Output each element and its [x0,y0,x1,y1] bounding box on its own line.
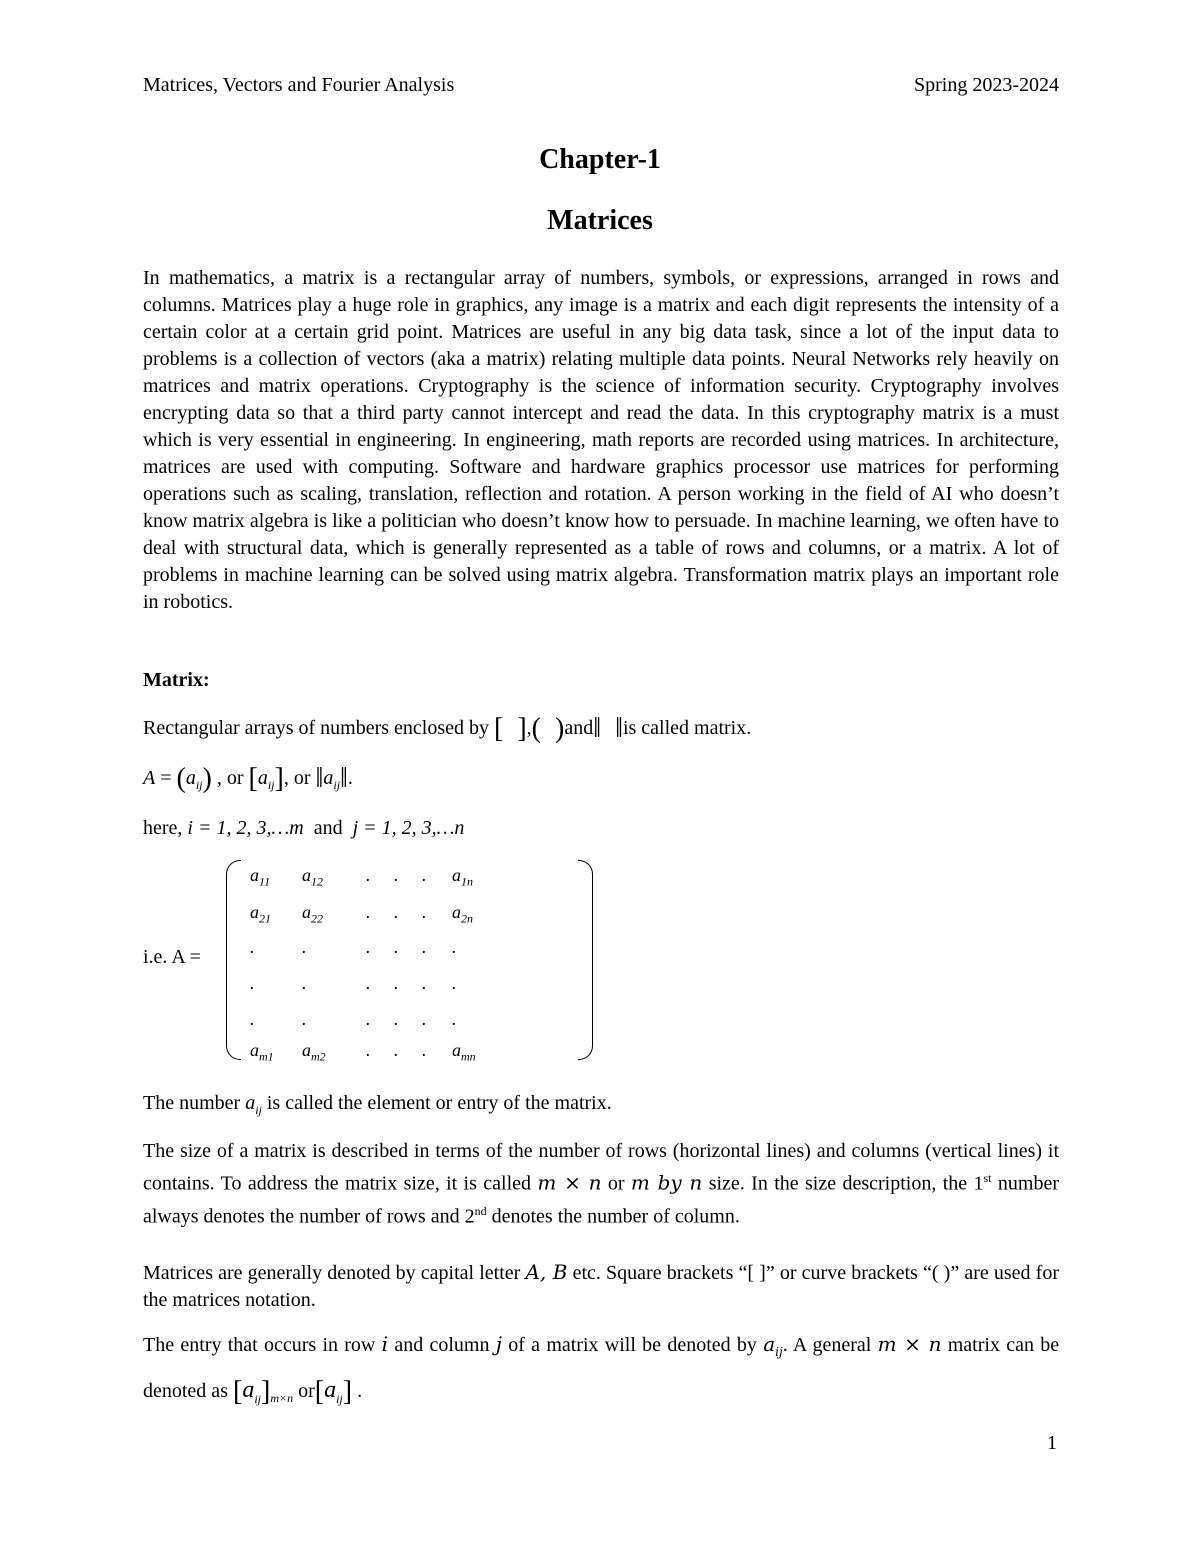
index-ranges [143,817,464,840]
matrix-cell: . [366,865,371,885]
matrix-cell: . [302,937,307,957]
matrix-cell: $a_{22}$ [302,902,323,926]
matrix-cell: $a_{21}$ [250,902,271,926]
ie-label: i.e. A = [143,946,201,968]
matrix-cell: . [302,1009,307,1029]
definition-text-mid1: , [526,717,532,739]
header-course: Matrices, Vectors and Fourier Analysis [143,74,455,96]
matrix-cell: . [394,865,399,885]
element-pre: The number [143,1092,241,1114]
matrix-cell: . [366,937,371,957]
left-paren [226,860,241,1060]
notation-paragraph: Matrices are generally denoted by capital letter A, B etc. Square brackets “[ ]” or curve brackets “( )” are used for the matrices notation. [143,1260,1060,1311]
matrix-cell: $a_{m1}$ [250,1040,274,1064]
matrix-cell: . [366,1040,371,1060]
header-term: Spring 2023-2024 [914,74,1059,96]
matrix-cell: . [422,973,427,993]
matrix-body [226,860,593,1064]
matrix-cell: $a_{m2}$ [302,1040,326,1064]
matrix-cell: . [452,937,457,957]
topic-title: Matrices [547,205,653,236]
matrix-cell: $a_{1n}$ [452,865,473,889]
size-paragraph: The size of a matrix is described in terms of the number of rows (horizontal lines) and columns (vertical lines) it contains. To address the matrix size, it is called m × n or m by n size. In the size description, the 1st number always denotes the number of rows and 2nd denotes the number of column. [143,1140,1059,1228]
matrix-cell: . [394,1040,399,1060]
matrix-cell: . [452,973,457,993]
j-range: j = 1, 2, 3,…n [352,817,465,839]
definition-text-post: is called matrix. [622,717,752,739]
matrix-definition [143,713,751,745]
matrix-cell: . [366,1009,371,1029]
chapter-title: Chapter-1 [539,144,661,175]
here-label: here, [143,817,183,839]
matrix-cell: $a_{12}$ [302,865,323,889]
matrix-cell: . [394,973,399,993]
i-range: i = 1, 2, 3,…m [187,817,304,839]
matrix-cell: . [422,1009,427,1029]
matrix-cell: . [250,973,255,993]
round-bracket-symbol: ( ) [531,713,565,744]
entry-paragraph: The entry that occurs in row i and column j of a matrix will be denoted by $a_{ij}$. A general m × n matrix can be denoted as $[a_{ij}]_{m\times n}$ $or[a_{ij}]$ . [143,1332,1060,1407]
matrix-cell: . [250,1009,255,1029]
square-bracket-symbol: [ ] [494,713,527,744]
matrix-heading: Matrix: [143,669,210,691]
notation-a-eq: A [143,767,156,789]
matrix-cell: . [366,973,371,993]
notation-or-1: , or [216,767,244,789]
matrix-cell: . [422,1040,427,1060]
matrix-cell: . [422,865,427,885]
matrix-cell: . [394,902,399,922]
element-post: is called the element or entry of the matrix. [266,1092,612,1114]
matrix-cell: $a_{2n}$ [452,902,473,926]
matrix-cell: . [394,1009,399,1029]
matrix-cell: . [302,973,307,993]
matrix-cell: . [422,937,427,957]
intro-paragraph: In mathematics, a matrix is a rectangular array of numbers, symbols, or expressions, arranged in rows and columns. Matrices play a huge role in graphics, any image is a matrix and each digit represents the intensity of a certain color at a certain grid point. Matrices are useful in any big data task, since a lot of the input data to problems is a collection of vectors (aka a matrix) relating multiple data points. Neural Networks rely heavily on matrices and matrix operations. Cryptography is the science of information security. Cryptography involves encrypting data so that a third party cannot intercept and read the data. In this cryptography matrix is a must which is very essential in engineering. In engineering, math reports are recorded using matrices. In architecture, matrices are used with computing. Software and hardware graphics processor use matrices for performing operations such as scaling, translation, reflection and rotation. A person working in the field of AI who doesn’t know matrix algebra is like a politician who doesn’t know how to persuade. In machine learning, we often have to deal with structural data, which is generally represented as a table of rows and columns, or a matrix. A lot of problems in machine learning can be solved using matrix algebra. Transformation matrix plays an important role in robotics. [143,267,1059,613]
matrix-cell: $a_{mn}$ [452,1040,476,1064]
definition-text-pre: Rectangular arrays of numbers enclosed by [143,717,489,739]
matrix-cell: . [366,902,371,922]
matrix-cell: . [250,937,255,957]
notation-or-2: , or [283,767,311,789]
page-number: 1 [1047,1432,1057,1454]
matrix-notation: $A = (a_{ij})$ , or $[a_{ij}]$, or $‖a_{ij}‖$. [143,763,353,794]
definition-text-mid2: and [564,717,594,739]
matrix-cell: . [394,937,399,957]
element-sentence: The number $a_{ij}$ is called the element or entry of the matrix. [143,1092,612,1117]
matrix-cell: . [422,902,427,922]
right-paren [578,860,593,1060]
double-bar-symbol: ‖ ‖ [593,713,623,744]
matrix-cell: . [452,1009,457,1029]
and-label: and [313,817,343,839]
general-matrix [143,860,543,1064]
matrix-cell: $a_{11}$ [250,865,271,889]
